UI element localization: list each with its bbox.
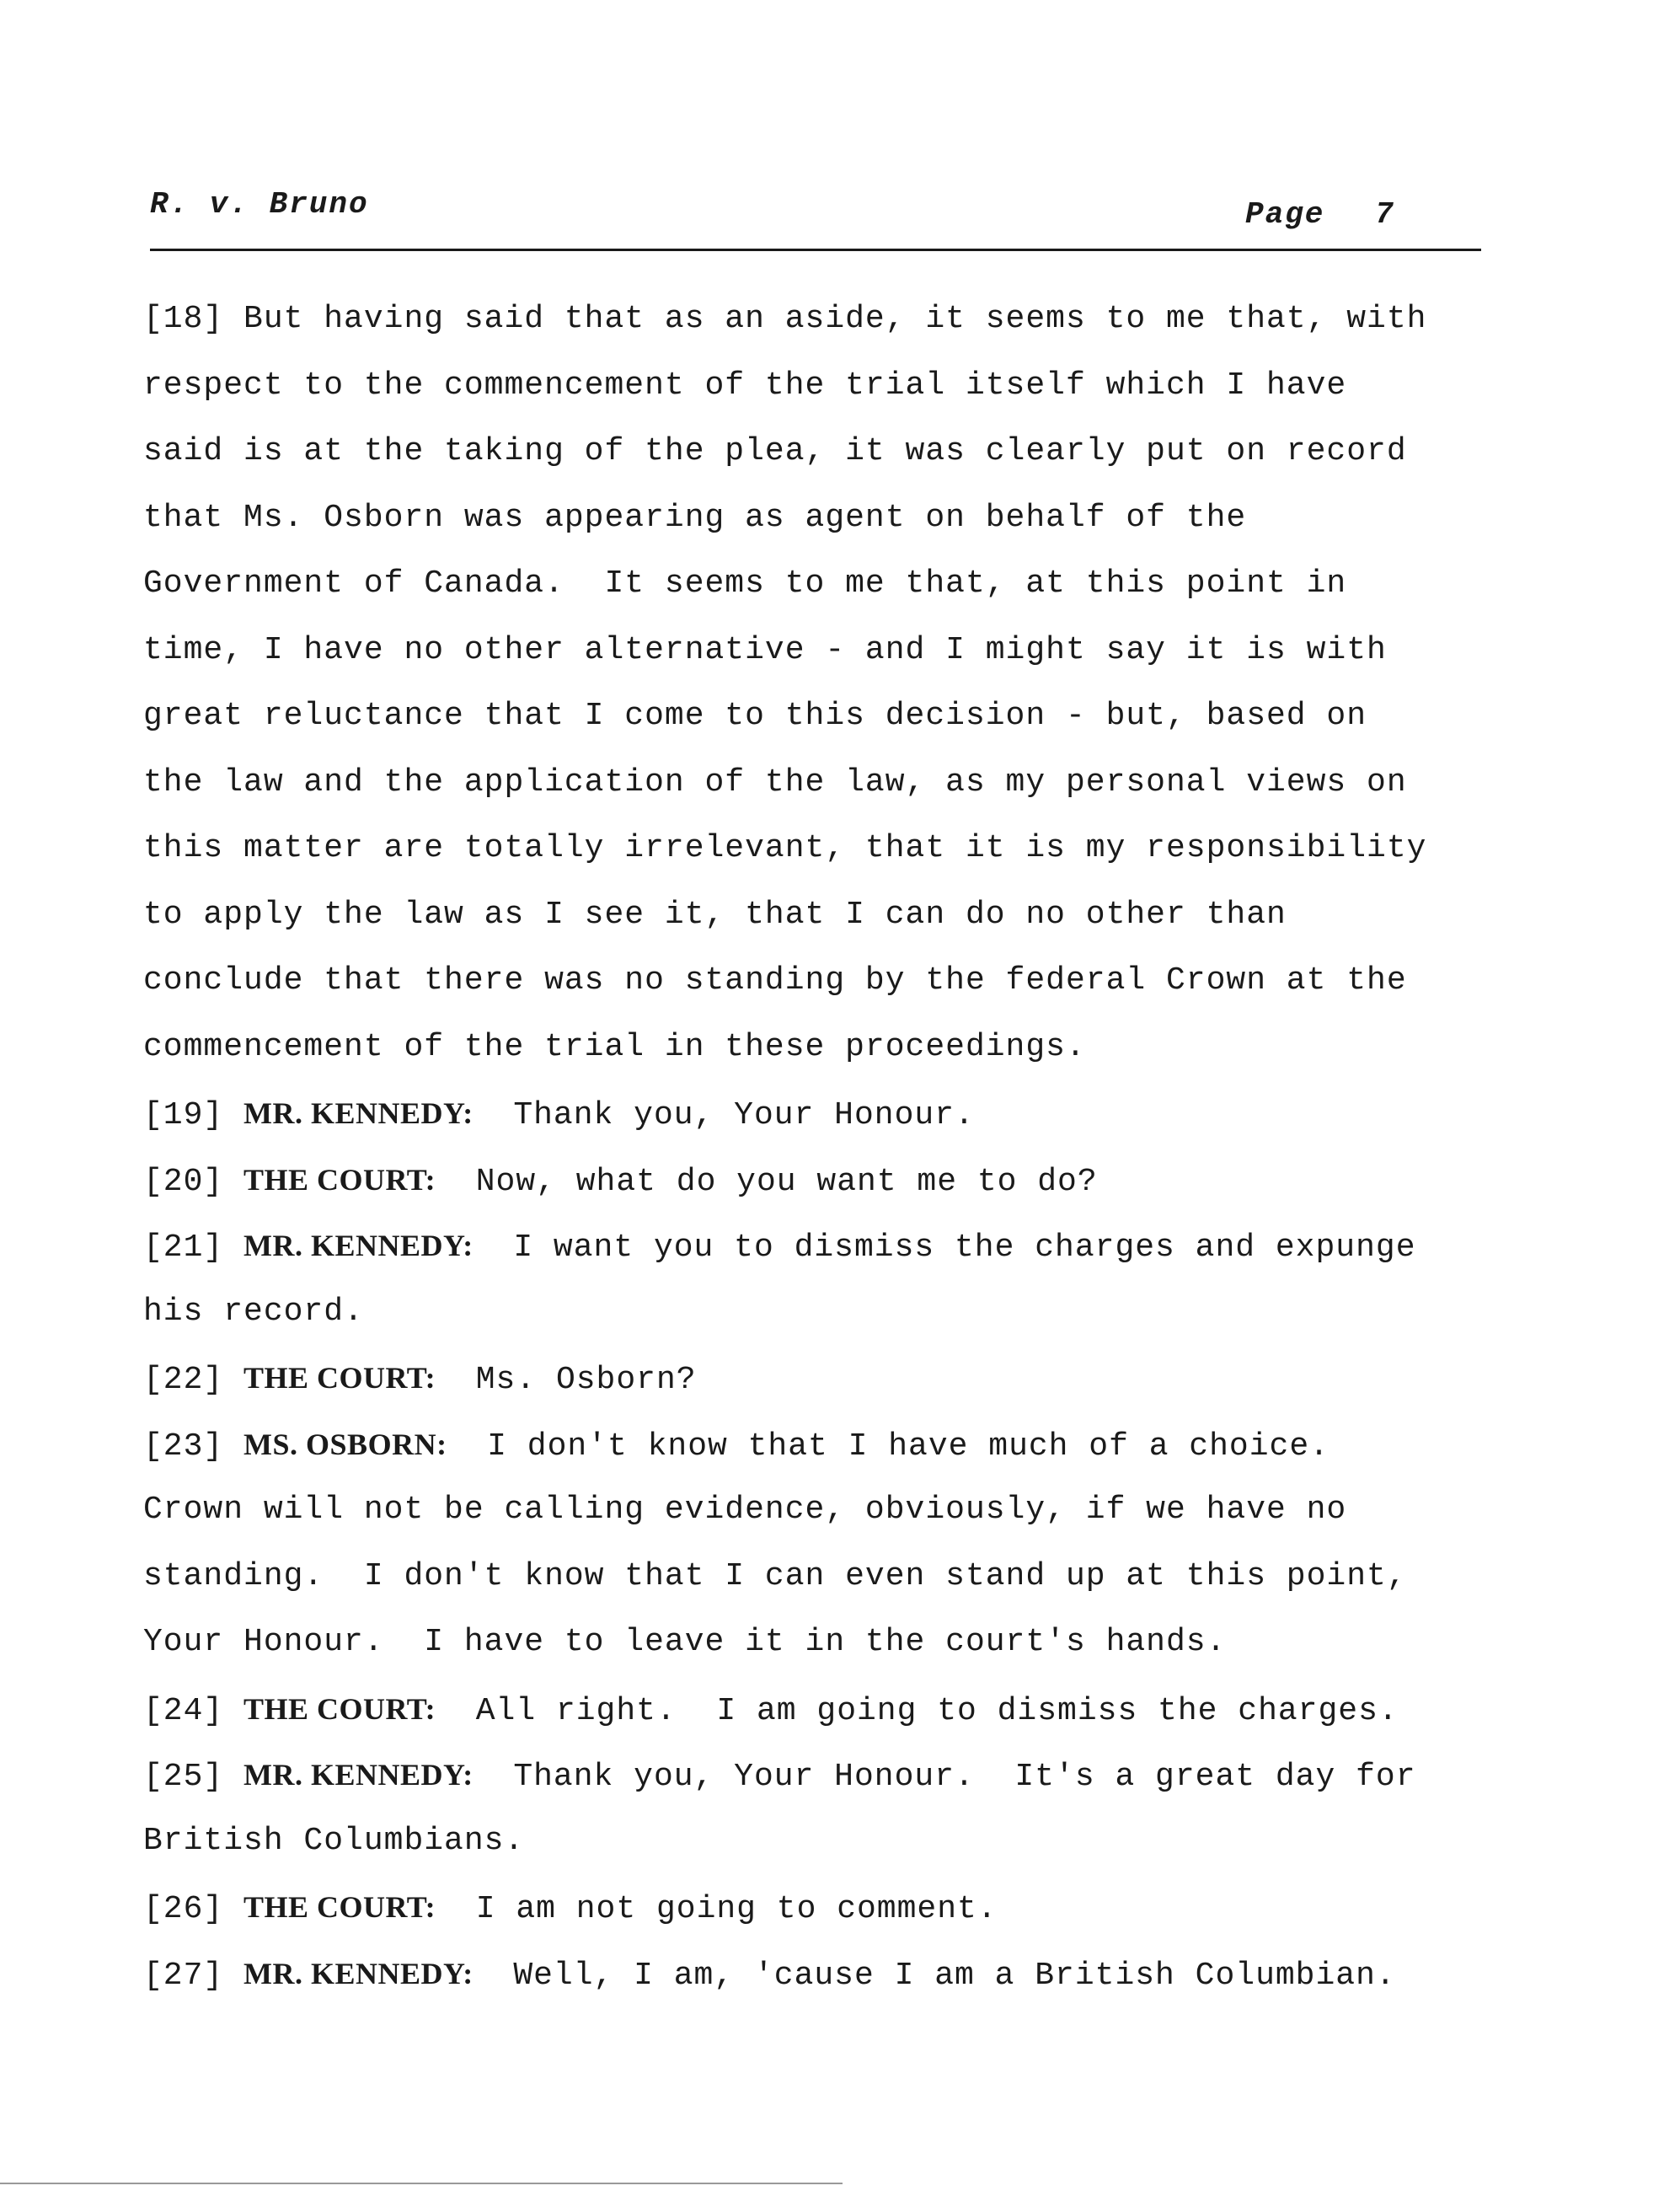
transcript-line bbox=[143, 683, 1483, 750]
transcript-line bbox=[143, 1345, 1483, 1412]
line-text: this matter are totally irrelevant, that it is my responsibility bbox=[143, 830, 1427, 866]
paragraph-number: [25] bbox=[143, 1759, 244, 1795]
case-title: R. v. Bruno bbox=[150, 187, 369, 222]
transcript-line bbox=[143, 948, 1483, 1015]
transcript-line bbox=[143, 1015, 1483, 1081]
transcript-line bbox=[143, 551, 1483, 618]
line-text: standing. I don't know that I can even stand up at this point, bbox=[143, 1557, 1407, 1594]
page-label: Page bbox=[1245, 197, 1325, 232]
footer-rule bbox=[0, 2183, 843, 2184]
paragraph-number: [20] bbox=[143, 1163, 244, 1200]
paragraph-number: [26] bbox=[143, 1891, 244, 1927]
transcript-line bbox=[143, 1610, 1483, 1676]
speaker-name: MR. KENNEDY: bbox=[243, 1956, 474, 1990]
transcript-line bbox=[143, 1477, 1483, 1544]
transcript-line bbox=[143, 1544, 1483, 1610]
line-text: commencement of the trial in these proceedings. bbox=[143, 1028, 1086, 1065]
transcript-line bbox=[143, 419, 1483, 485]
line-text: time, I have no other alternative - and I might say it is with bbox=[143, 631, 1387, 668]
header-rule bbox=[150, 249, 1481, 251]
line-text: respect to the commencement of the trial itself which I have bbox=[143, 367, 1347, 404]
line-text: conclude that there was no standing by the federal Crown at the bbox=[143, 962, 1407, 999]
speaker-name: MR. KENNEDY: bbox=[243, 1758, 474, 1792]
transcript-line bbox=[143, 1147, 1483, 1213]
line-text: British Columbians. bbox=[143, 1822, 525, 1859]
speaker-name: THE COURT: bbox=[243, 1162, 436, 1197]
transcript-line bbox=[143, 1279, 1483, 1346]
page-number: 7 bbox=[1375, 197, 1395, 232]
transcript-line bbox=[143, 1213, 1483, 1279]
line-text: Now, what do you want me to do? bbox=[436, 1163, 1098, 1200]
transcript-line bbox=[143, 1808, 1483, 1875]
line-text: All right. I am going to dismiss the charges. bbox=[436, 1692, 1399, 1729]
line-text: Well, I am, 'cause I am a British Columbian. bbox=[473, 1957, 1396, 1994]
line-text: Thank you, Your Honour. bbox=[473, 1097, 975, 1133]
line-text: Thank you, Your Honour. It's a great day for bbox=[473, 1759, 1416, 1795]
line-text: Your Honour. I have to leave it in the court's hands. bbox=[143, 1624, 1227, 1660]
paragraph-number: [23] bbox=[143, 1428, 244, 1465]
paragraph-number: [24] bbox=[143, 1692, 244, 1729]
speaker-name: THE COURT: bbox=[243, 1691, 436, 1726]
speaker-name: THE COURT: bbox=[243, 1361, 436, 1395]
transcript-body bbox=[143, 287, 1483, 2006]
transcript-line bbox=[143, 1080, 1483, 1147]
transcript-line bbox=[143, 1676, 1483, 1743]
line-text: the law and the application of the law, as my personal views on bbox=[143, 763, 1407, 801]
paragraph-number: [22] bbox=[143, 1362, 244, 1398]
transcript-line bbox=[143, 1874, 1483, 1941]
paragraph-number: [21] bbox=[143, 1229, 244, 1266]
line-text: Government of Canada. It seems to me that, at this point in bbox=[143, 565, 1347, 602]
transcript-line bbox=[143, 618, 1483, 684]
paragraph-number: [19] bbox=[143, 1097, 244, 1133]
line-text: Ms. Osborn? bbox=[436, 1362, 697, 1398]
line-text: I am not going to comment. bbox=[436, 1891, 998, 1927]
transcript-line bbox=[143, 1941, 1483, 2007]
speaker-name: THE COURT: bbox=[243, 1890, 436, 1924]
line-text: [18] But having said that as an aside, it seems to me that, with bbox=[143, 301, 1427, 337]
line-text: I want you to dismiss the charges and expunge bbox=[473, 1229, 1416, 1266]
line-text: I don't know that I have much of a choice. bbox=[447, 1428, 1330, 1465]
speaker-name: MR. KENNEDY: bbox=[243, 1229, 474, 1262]
line-text: Crown will not be calling evidence, obviously, if we have no bbox=[143, 1492, 1347, 1528]
transcript-line bbox=[143, 1742, 1483, 1808]
line-text: that Ms. Osborn was appearing as agent on behalf of the bbox=[143, 499, 1247, 536]
transcript-line bbox=[143, 485, 1483, 552]
transcript-line bbox=[143, 287, 1483, 353]
line-text: to apply the law as I see it, that I can do no other than bbox=[143, 896, 1287, 933]
transcript-line bbox=[143, 750, 1483, 817]
line-text: said is at the taking of the plea, it was clearly put on record bbox=[143, 433, 1407, 469]
line-text: great reluctance that I come to this decision - but, based on bbox=[143, 698, 1367, 734]
transcript-line bbox=[143, 353, 1483, 420]
speaker-name: MS. OSBORN: bbox=[243, 1427, 447, 1461]
page-header bbox=[150, 187, 1481, 238]
transcript-line bbox=[143, 1412, 1483, 1478]
speaker-name: MR. KENNEDY: bbox=[243, 1096, 474, 1130]
line-text: his record. bbox=[143, 1293, 364, 1330]
transcript-line bbox=[143, 882, 1483, 949]
transcript-line bbox=[143, 816, 1483, 882]
paragraph-number: [27] bbox=[143, 1957, 244, 1994]
